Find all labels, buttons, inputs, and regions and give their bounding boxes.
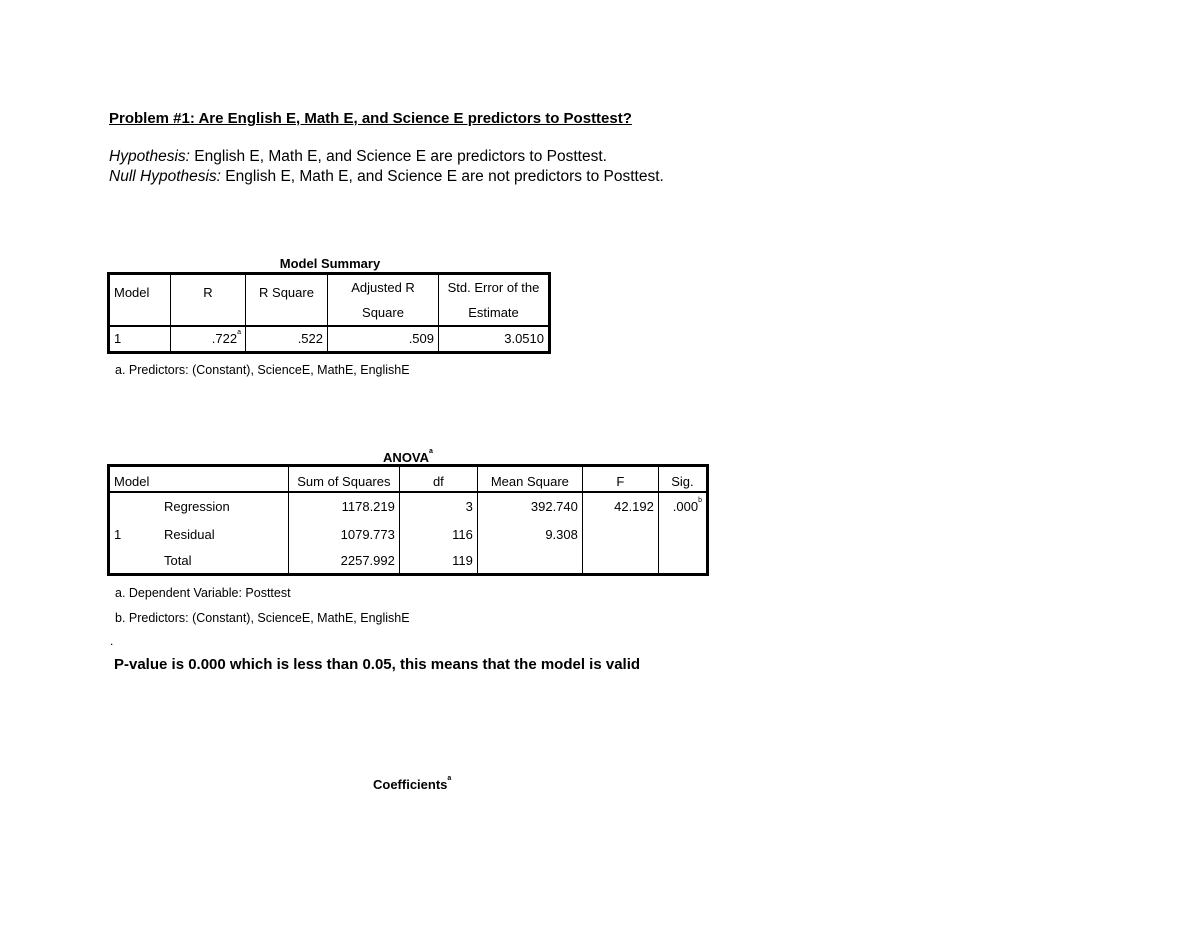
bullet-dot: . [110,634,114,648]
ms-cell-r-square: .522 [246,326,328,352]
ms-header-std-error [439,274,550,327]
anova-df-residual: 116 [399,521,477,548]
anova-ss-regression: 1178.219 [288,492,399,521]
hypothesis-text: English E, Math E, and Science E are predictors to Posttest. [189,148,607,165]
ms-header-se-1: Std. Error of the [447,280,540,295]
ms-r-footnote-marker: a [237,329,241,337]
anova-row-total [109,548,708,575]
ms-header-adj-2: Square [362,305,404,320]
ms-header-model: Model [109,274,171,327]
coefficients-caption-marker: a [447,775,452,782]
ms-footnote-a: a. Predictors: (Constant), ScienceE, MathE, EnglishE [115,363,410,377]
ms-cell-model: 1 [109,326,171,352]
anova-sig-regression [658,492,707,521]
anova-label-total: Total [160,548,288,575]
anova-df-total: 119 [399,548,477,575]
anova-table [107,464,709,576]
anova-ss-residual: 1079.773 [288,521,399,548]
anova-ms-total-empty [477,548,582,575]
ms-cell-adj-r-square: .509 [328,326,439,352]
ms-cell-std-error: 3.0510 [439,326,550,352]
anova-caption [109,450,707,465]
anova-caption-marker: a [429,448,433,455]
null-hypothesis-text: English E, Math E, and Science E are not predictors to Posttest. [221,168,664,185]
anova-row-regression [109,492,708,521]
ms-cell-r [171,326,246,352]
anova-sig-marker: b [698,497,702,504]
anova-sig-total-empty [658,548,707,575]
anova-header-model: Model [109,466,289,492]
anova-footnote-a: a. Dependent Variable: Posttest [115,586,291,600]
ms-header-r-square: R Square [246,274,328,327]
hypothesis [109,148,607,166]
anova-sig-residual-empty [658,521,707,548]
anova-header-ms: Mean Square [477,466,582,492]
null-hypothesis [109,168,664,186]
anova-model-empty-2 [109,548,161,575]
anova-ss-total: 2257.992 [288,548,399,575]
conclusion-text: P-value is 0.000 which is less than 0.05, this means that the model is valid [114,656,641,673]
anova-header-ss: Sum of Squares [288,466,399,492]
anova-header-df: df [399,466,477,492]
anova-f-residual-empty [582,521,658,548]
anova-header-sig: Sig. [658,466,707,492]
model-summary-caption: Model Summary [279,256,381,271]
model-summary-table [107,272,551,354]
ms-header-adj-1: Adjusted R [351,280,415,295]
anova-ms-regression: 392.740 [477,492,582,521]
anova-f-regression: 42.192 [582,492,658,521]
anova-caption-text: ANOVA [383,450,430,465]
anova-model-number: 1 [109,521,161,548]
coefficients-caption [373,777,451,792]
hypothesis-label: Hypothesis: [109,148,190,165]
anova-label-regression: Regression [160,492,288,521]
anova-header-f: F [582,466,658,492]
ms-header-adj-r-square [328,274,439,327]
anova-model-empty [109,492,161,521]
ms-header-se-2: Estimate [468,305,519,320]
ms-r-value: .722 [211,331,238,347]
anova-ms-residual: 9.308 [477,521,582,548]
anova-sig-value: .000 [672,499,699,514]
ms-header-r: R [171,274,246,327]
anova-row-residual [109,521,708,548]
coefficients-caption-text: Coefficients [373,777,448,792]
anova-label-residual: Residual [160,521,288,548]
anova-footnote-b: b. Predictors: (Constant), ScienceE, MathE, EnglishE [115,611,410,625]
anova-f-total-empty [582,548,658,575]
null-hypothesis-label: Null Hypothesis: [109,168,221,185]
problem-title: Problem #1: Are English E, Math E, and Science E predictors to Posttest? [109,110,632,127]
anova-df-regression: 3 [399,492,477,521]
